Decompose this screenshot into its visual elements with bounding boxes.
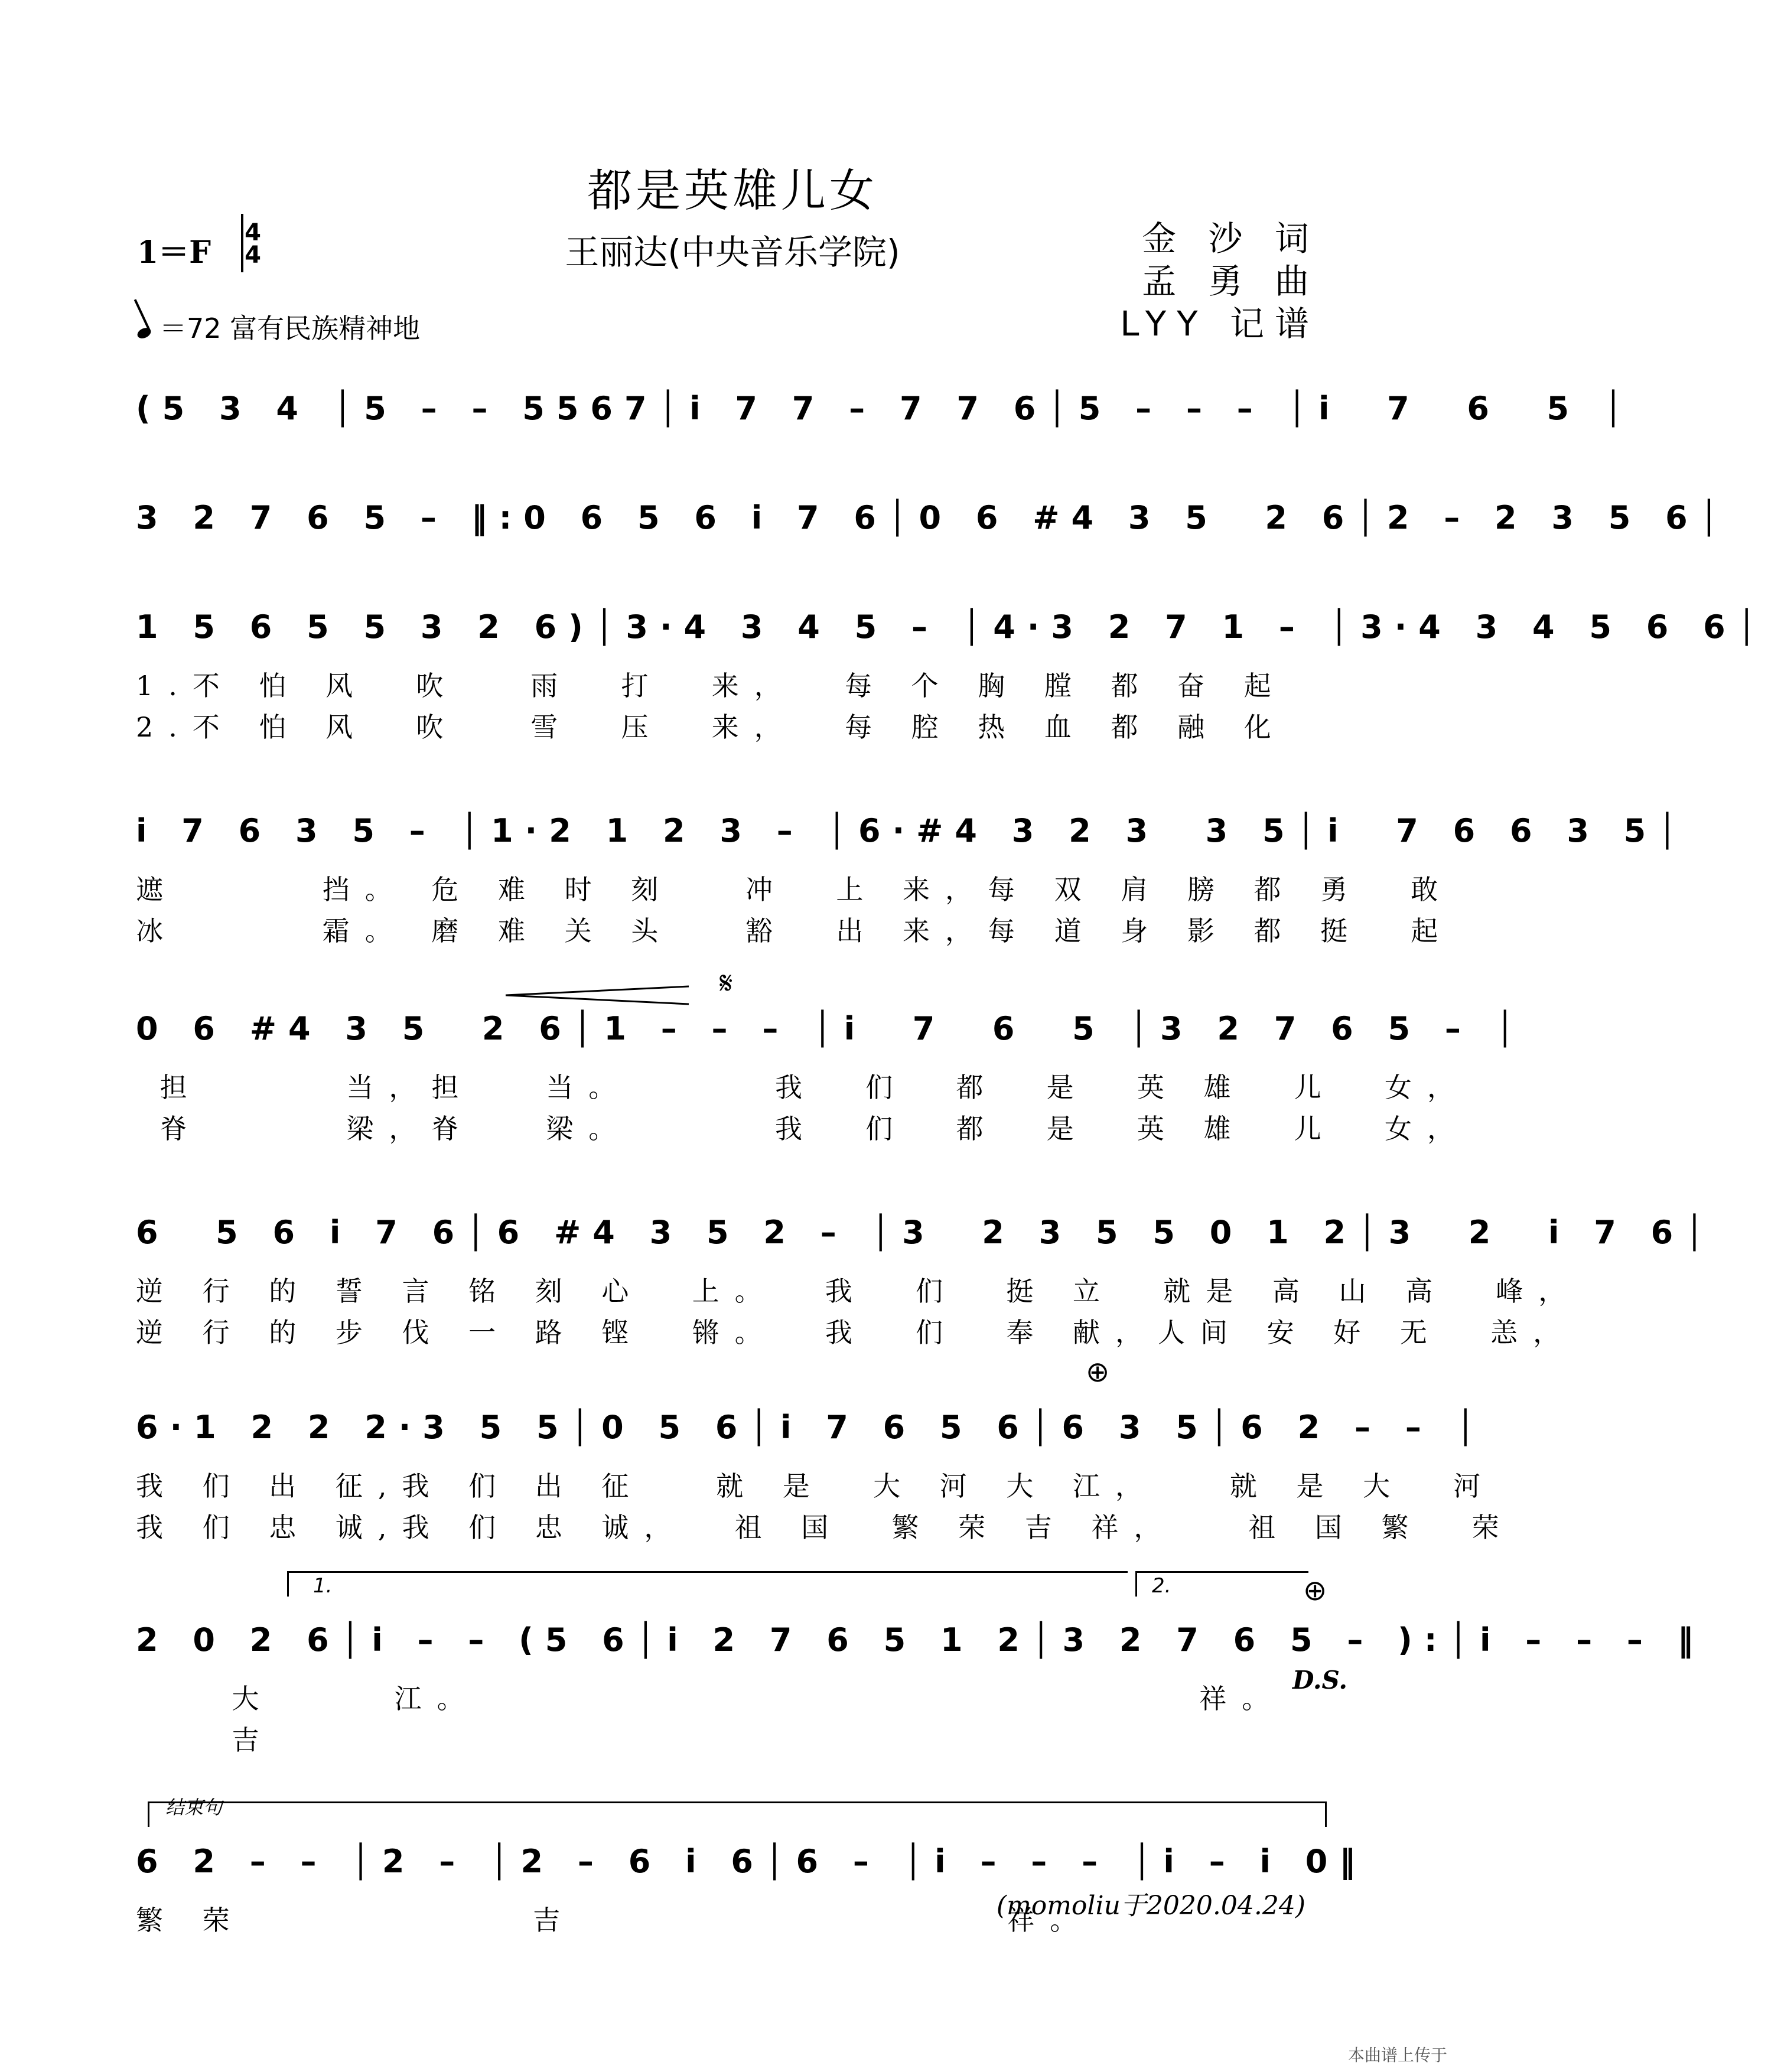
ending-bracket <box>148 1801 1327 1827</box>
lyric-line-2: 逆 行 的 步 伐 一 路 铿 锵。 我 们 奉 献，人间 安 好 无 恙， <box>136 1317 1576 1348</box>
notation-row: 6 5 6 i 7 6│6 #4 3 5 2 – │3 2 3 5 5 0 1 2│3 2 i 7 6│ <box>136 1214 1716 1251</box>
time-top: 4 <box>245 219 261 246</box>
lyric-line-1: 担 当，担 当。 我 们 都 是 英 雄 儿 女， <box>136 1071 1470 1103</box>
coda-icon: ⊕ <box>1086 1356 1110 1389</box>
coda-icon: ⊕ <box>1303 1574 1327 1607</box>
lyric-line-1: 1.不 怕 风 吹 雨 打 来， 每 个 胸 膛 都 奋 起 <box>136 670 1287 702</box>
quarter-note-icon <box>136 326 153 341</box>
watermark: 本曲谱上传于 <box>1347 2045 1447 2065</box>
lyric-line-1: 繁 荣 吉 祥。 <box>136 1904 1093 1936</box>
ending-label: 结束句 <box>165 1796 223 1819</box>
segno-icon: 𝄋 <box>719 966 733 1001</box>
notation-row: 2 0 2 6│i – – (5 6│i 2 7 6 5 1 2│3 2 7 6 5 – ):│i – – – ‖ <box>136 1621 1705 1659</box>
lyric-line-1: 逆 行 的 誓 言 铭 刻 心 上。 我 们 挺 立 就是 高 山 高 峰， <box>136 1275 1581 1307</box>
notation-row: i 7 6 3 5 – │1·2 1 2 3 – │6·#4 3 2 3 3 5│i 7 6 6 3 5│ <box>136 812 1689 849</box>
notation-row: 1 5 6 5 5 3 2 6)│3·4 3 4 5 – │4·3 2 7 1 – │3·4 3 4 5 6 6│ <box>136 608 1768 646</box>
lyricist: 金 沙 词 <box>1142 219 1320 259</box>
lyric-line-2: 我 们 忠 诚,我 们 忠 诚， 祖 国 繁 荣 吉 祥， 祖 国 繁 荣 <box>136 1511 1515 1543</box>
key-signature: 1＝F <box>137 234 211 271</box>
notation-row: (5 3 4 │5 – – 5567│i 7 7 – 7 7 6│5 – – – │i 7 6 5 │ <box>136 390 1635 427</box>
lyric-line-1: 大 江。 祥。 <box>136 1683 1285 1715</box>
composer: 孟 勇 曲 <box>1142 261 1320 301</box>
volta-label-2: 2. <box>1152 1574 1171 1598</box>
lyric-line-2: 吉 <box>136 1724 275 1756</box>
notation-row: 0 6 #4 3 5 2 6│1 – – – │i 7 6 5 │3 2 7 6 5 – │ <box>136 1010 1527 1047</box>
lyric-line-1: 我 们 出 征,我 们 出 征 就 是 大 河 大 江， 就 是 大 河 <box>136 1470 1496 1502</box>
crescendo-hairpin-icon <box>506 983 695 1007</box>
lyric-line-1: 遮 挡。 危 难 时 刻 冲 上 来，每 双 肩 膀 都 勇 敢 <box>136 874 1454 905</box>
dal-segno-marking: D.S. <box>1292 1666 1348 1695</box>
page-title: 都是英雄儿女 <box>587 164 878 217</box>
notation-row: 3 2 7 6 5 – ‖:0 6 5 6 i 7 6│0 6 #4 3 5 2 6│2 – 2 3 5 6│ <box>136 499 1731 536</box>
tempo-text: ＝72 富有民族精神地 <box>159 312 421 344</box>
volta-bracket-1 <box>287 1571 1128 1597</box>
time-bottom: 4 <box>245 242 261 269</box>
transcriber: LYY 记谱 <box>1120 304 1320 344</box>
tempo-marking <box>137 307 420 346</box>
transcription-note: (momoliu于2020.04.24) <box>996 1891 1305 1921</box>
notation-row: 6·1 2 2 2·3 5 5│0 5 6│i 7 6 5 6│6 3 5│6 2 – – │ <box>136 1409 1487 1446</box>
lyric-line-2: 脊 梁，脊 梁。 我 们 都 是 英 雄 儿 女， <box>136 1113 1470 1145</box>
credits <box>1120 217 1320 345</box>
lyric-line-2: 2.不 怕 风 吹 雪 压 来， 每 腔 热 血 都 融 化 <box>136 711 1287 743</box>
volta-label-1: 1. <box>313 1574 333 1598</box>
performer: 王丽达(中央音乐学院) <box>565 232 900 272</box>
lyric-line-2: 冰 霜。 磨 难 关 头 豁 出 来，每 道 身 影 都 挺 起 <box>136 915 1454 947</box>
notation-row: 6 2 – – │2 – │2 – 6 i 6│6 – │i – – – │i – i 0‖ <box>136 1843 1367 1880</box>
